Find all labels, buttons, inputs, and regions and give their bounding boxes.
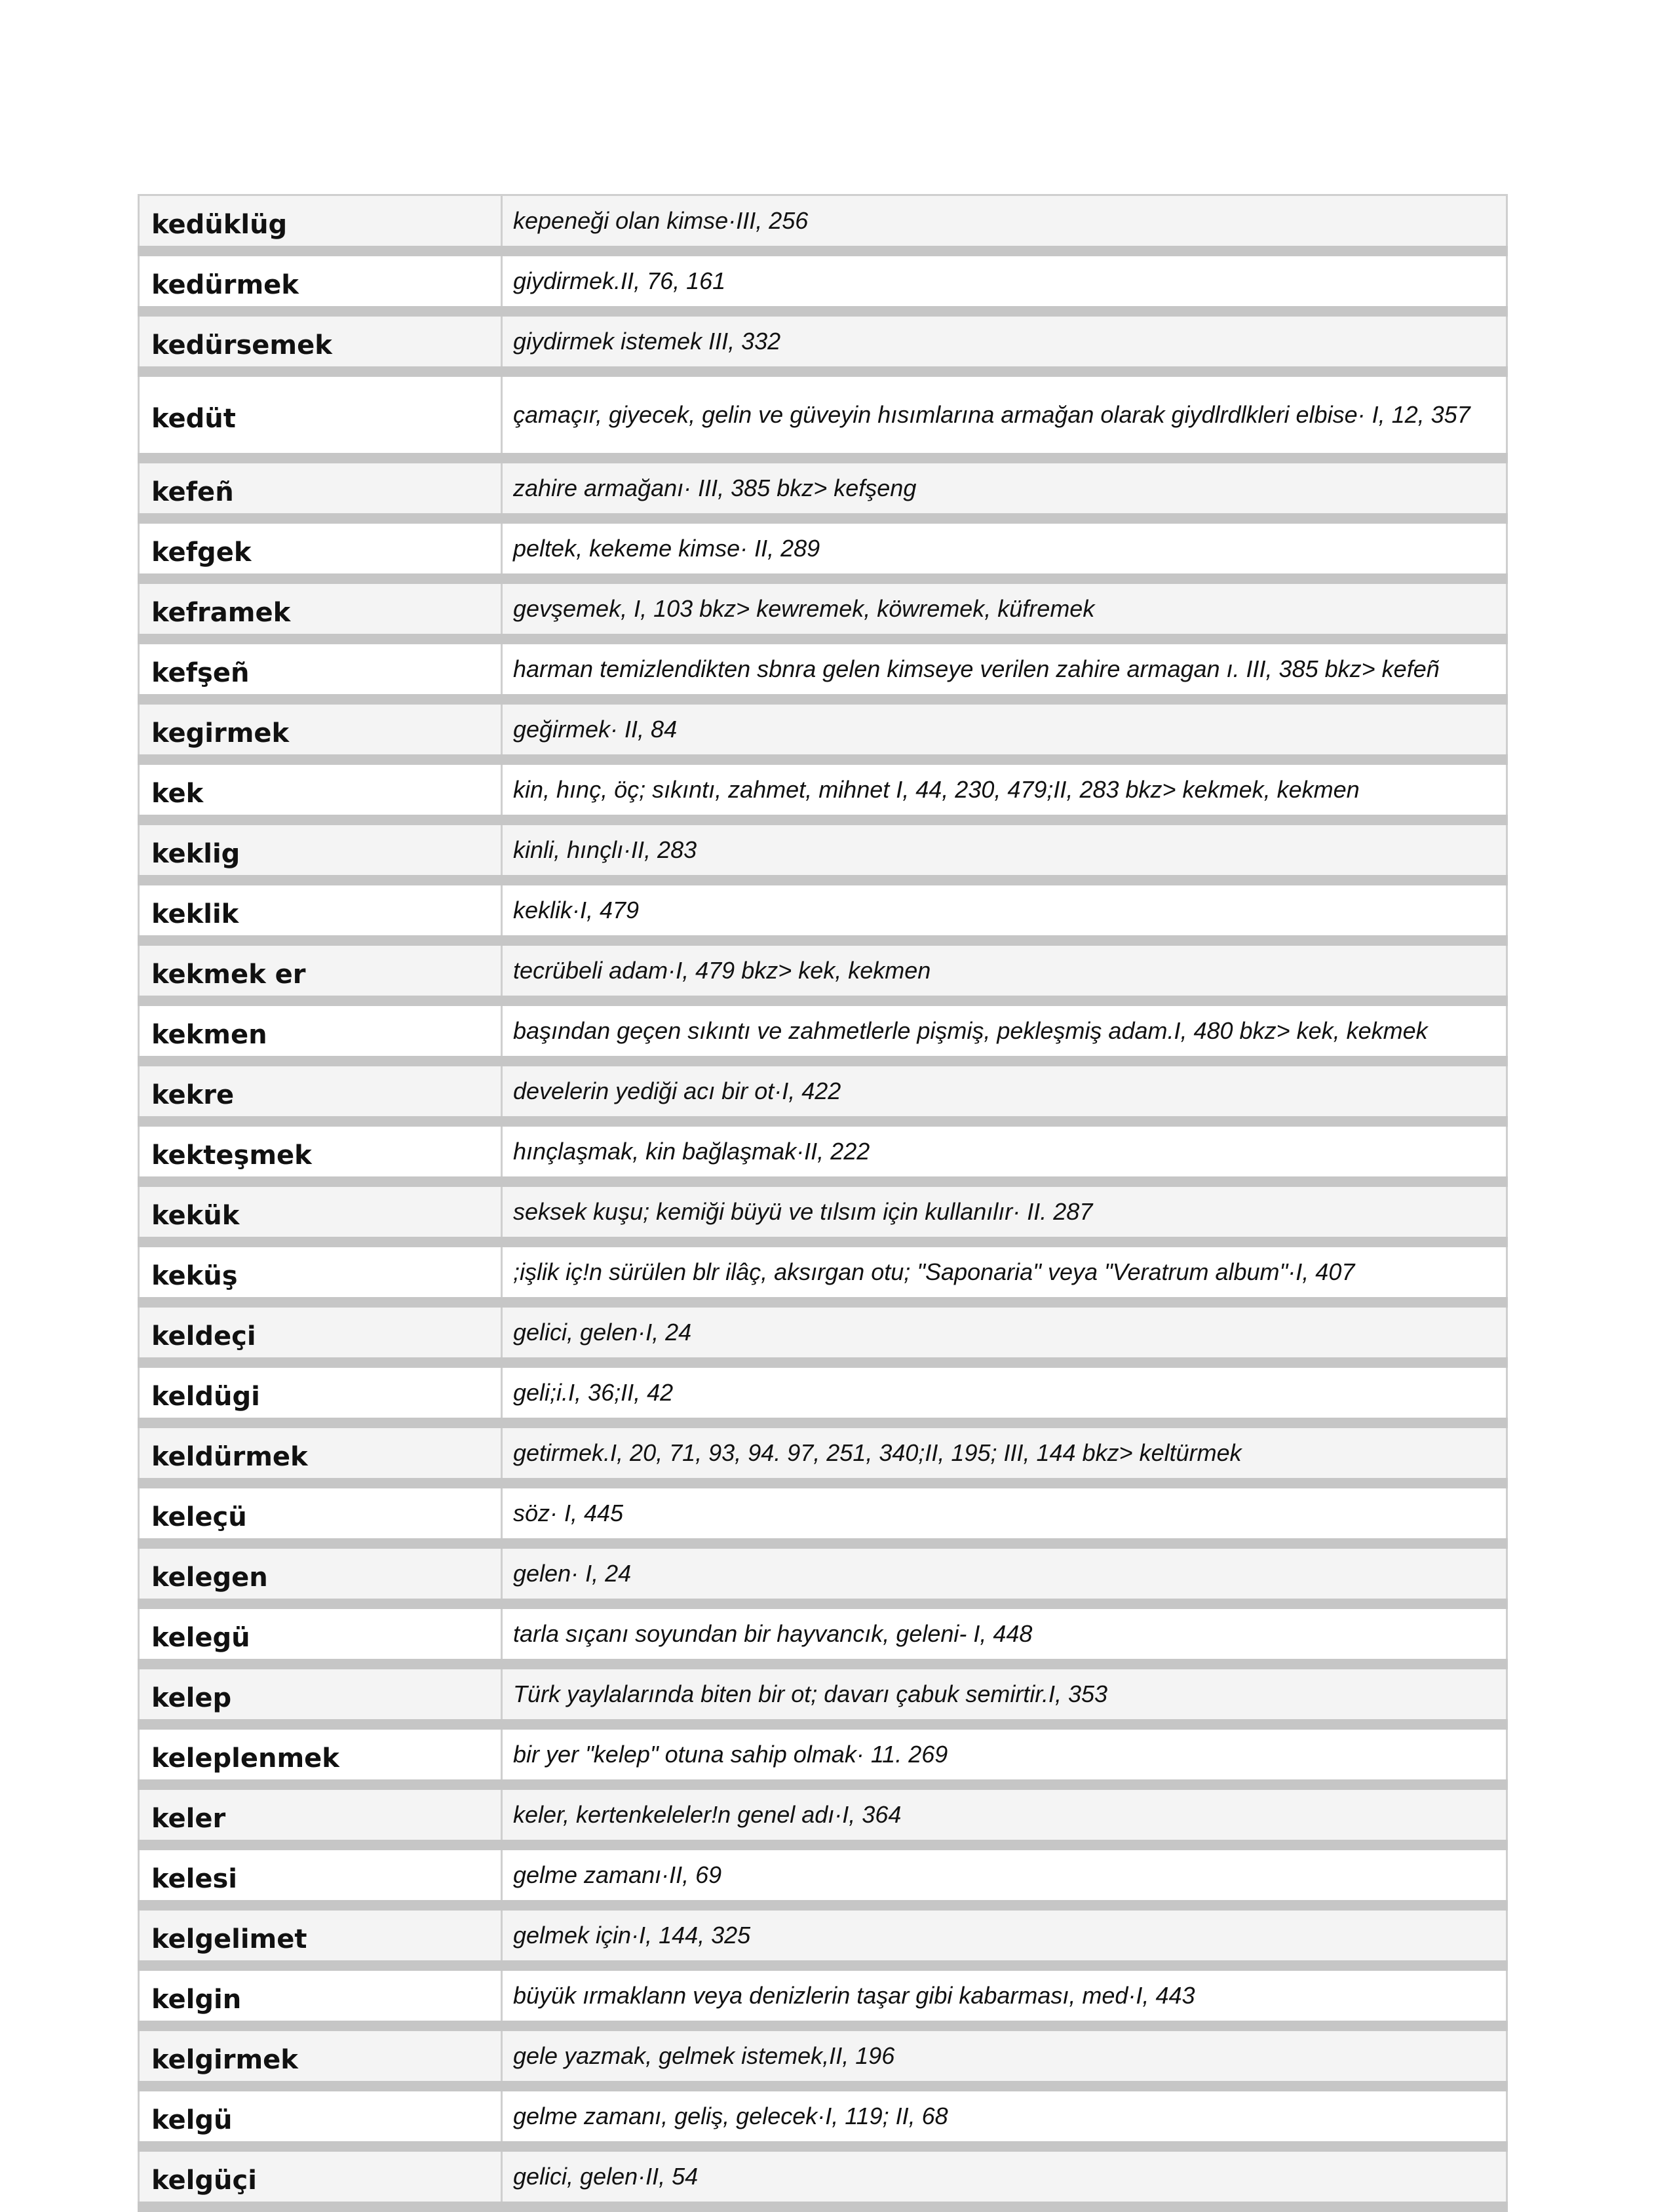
entry-definition: gelme zamanı·II, 69: [502, 1845, 1507, 1905]
entry-term: kelgü: [139, 2086, 502, 2146]
dictionary-row: [139, 1121, 1507, 1182]
entry-term: kekteşmek: [139, 1121, 502, 1182]
dictionary-row: [139, 760, 1507, 820]
entry-term: kedüt: [139, 372, 502, 458]
entry-definition: gelme zamanı, geliş, gelecek·I, 119; II, 68: [502, 2086, 1507, 2146]
entry-definition: gele yazmak, gelmek istemek,II, 196: [502, 2026, 1507, 2086]
entry-definition: bir yer "kelep" otuna sahip olmak· 11. 269: [502, 1724, 1507, 1785]
dictionary-row: [139, 2086, 1507, 2146]
dictionary-row: [139, 1785, 1507, 1845]
dictionary-row: [139, 1905, 1507, 1966]
entry-definition: kepeneği olan kimse·III, 256: [502, 195, 1507, 252]
entry-definition: keklik·I, 479: [502, 880, 1507, 941]
entry-term: kelegen: [139, 1543, 502, 1604]
entry-term: keler: [139, 1785, 502, 1845]
entry-term: keleplenmek: [139, 1724, 502, 1785]
dictionary-row: [139, 639, 1507, 699]
entry-definition: kinli, hınçlı·II, 283: [502, 820, 1507, 880]
entry-definition: seksek kuşu; kemiği büyü ve tılsım için kullanılır· II. 287: [502, 1182, 1507, 1242]
entry-definition: söz· I, 445: [502, 1483, 1507, 1543]
entry-definition: develerin yediği acı bir ot·I, 422: [502, 1061, 1507, 1121]
entry-definition: getirmek.I, 20, 71, 93, 94. 97, 251, 340;II, 195; III, 144 bkz> keltürmek: [502, 1423, 1507, 1483]
dictionary-row: [139, 1001, 1507, 1061]
dictionary-row: [139, 1061, 1507, 1121]
entry-definition: hınçlaşmak, kin bağlaşmak·II, 222: [502, 1121, 1507, 1182]
entry-term: kelgüçi: [139, 2146, 502, 2207]
entry-term: kedüklüg: [139, 195, 502, 252]
entry-definition: peltek, kekeme kimse· II, 289: [502, 518, 1507, 579]
entry-term: kek: [139, 760, 502, 820]
entry-term: kefeñ: [139, 458, 502, 518]
dictionary-row: [139, 1182, 1507, 1242]
entry-definition: giydirmek.II, 76, 161: [502, 251, 1507, 311]
entry-term: kedürmek: [139, 251, 502, 311]
entry-definition: harman temizlendikten sbnra gelen kimseye verilen zahire armagan ı. III, 385 bkz> kefeñ: [502, 639, 1507, 699]
dictionary-row: [139, 1845, 1507, 1905]
entry-term: keklig: [139, 820, 502, 880]
entry-term: kelgin: [139, 1966, 502, 2026]
entry-definition: büyük ırmaklann veya denizlerin taşar gibi kabarması, med·I, 443: [502, 1966, 1507, 2026]
dictionary-row: [139, 195, 1507, 252]
dictionary-row: [139, 1363, 1507, 1423]
entry-term: kekre: [139, 1061, 502, 1121]
dictionary-row: [139, 579, 1507, 639]
dictionary-row: [139, 820, 1507, 880]
dictionary-row: [139, 880, 1507, 941]
entry-term: kefgek: [139, 518, 502, 579]
entry-term: keklik: [139, 880, 502, 941]
dictionary-row: [139, 1604, 1507, 1664]
entry-term: keframek: [139, 579, 502, 639]
dictionary-row: [139, 1664, 1507, 1724]
dictionary-row: [139, 1724, 1507, 1785]
entry-definition: tecrübeli adam·I, 479 bkz> kek, kekmen: [502, 941, 1507, 1001]
dictionary-row: [139, 1483, 1507, 1543]
dictionary-row: [139, 1966, 1507, 2026]
dictionary-row: [139, 941, 1507, 1001]
entry-definition: keler, kertenkeleler!n genel adı·I, 364: [502, 1785, 1507, 1845]
dictionary-row: [139, 458, 1507, 518]
entry-term: kekmen: [139, 1001, 502, 1061]
entry-term: kelegü: [139, 1604, 502, 1664]
entry-term: kelep: [139, 1664, 502, 1724]
entry-term: kelgirmek: [139, 2026, 502, 2086]
dictionary-row: [139, 1543, 1507, 1604]
entry-term: kedürsemek: [139, 311, 502, 372]
entry-definition: başından geçen sıkıntı ve zahmetlerle pişmiş, pekleşmiş adam.I, 480 bkz> kek, kekmek: [502, 1001, 1507, 1061]
dictionary-row: [139, 1423, 1507, 1483]
dictionary-row: [139, 2146, 1507, 2207]
entry-definition: geğirmek· II, 84: [502, 699, 1507, 760]
entry-definition: tarla sıçanı soyundan bir hayvancık, geleni- I, 448: [502, 1604, 1507, 1664]
entry-term: keldügi: [139, 1363, 502, 1423]
dictionary-row: [139, 518, 1507, 579]
entry-definition: Türk yaylalarında biten bir ot; davarı çabuk semirtir.I, 353: [502, 1664, 1507, 1724]
entry-term: kekmek er: [139, 941, 502, 1001]
dictionary-row: [139, 251, 1507, 311]
entry-definition: geli;i.I, 36;II, 42: [502, 1363, 1507, 1423]
entry-term: kelesi: [139, 1845, 502, 1905]
entry-term: keküş: [139, 1242, 502, 1302]
dictionary-row: [139, 1242, 1507, 1302]
entry-term: keldürmek: [139, 1423, 502, 1483]
entry-definition: gelici, gelen·I, 24: [502, 1302, 1507, 1363]
dictionary-body: [139, 195, 1507, 2207]
dictionary-row: [139, 311, 1507, 372]
entry-definition: gelen· I, 24: [502, 1543, 1507, 1604]
dictionary-table: [138, 194, 1508, 2212]
dictionary-row: [139, 1302, 1507, 1363]
entry-definition: gelici, gelen·II, 54: [502, 2146, 1507, 2207]
entry-term: keleçü: [139, 1483, 502, 1543]
entry-definition: zahire armağanı· III, 385 bkz> kefşeng: [502, 458, 1507, 518]
entry-term: keldeçi: [139, 1302, 502, 1363]
entry-term: kekük: [139, 1182, 502, 1242]
entry-definition: ;işlik iç!n sürülen blr ilâç, aksırgan otu; "Saponaria" veya "Veratrum album"·I, 407: [502, 1242, 1507, 1302]
dictionary-row: [139, 699, 1507, 760]
entry-definition: gevşemek, I, 103 bkz> kewremek, köwremek, küfremek: [502, 579, 1507, 639]
entry-definition: çamaçır, giyecek, gelin ve güveyin hısımlarına armağan olarak giydlrdlkleri elbise· I, 12, 357: [502, 372, 1507, 458]
entry-term: kefşeñ: [139, 639, 502, 699]
entry-term: kegirmek: [139, 699, 502, 760]
entry-definition: giydirmek istemek III, 332: [502, 311, 1507, 372]
dictionary-row: [139, 372, 1507, 458]
entry-definition: gelmek için·I, 144, 325: [502, 1905, 1507, 1966]
dictionary-row: [139, 2026, 1507, 2086]
entry-term: kelgelimet: [139, 1905, 502, 1966]
entry-definition: kin, hınç, öç; sıkıntı, zahmet, mihnet I, 44, 230, 479;II, 283 bkz> kekmek, kekmen: [502, 760, 1507, 820]
